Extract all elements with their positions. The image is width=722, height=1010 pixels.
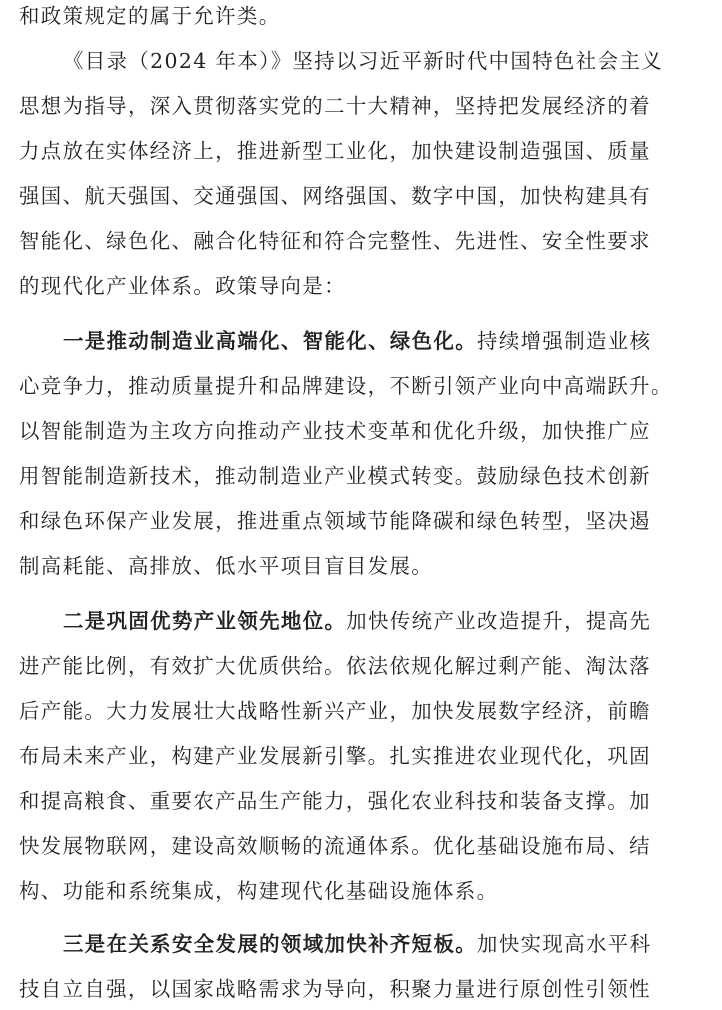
text-line-1: 和政策规定的属于允许类。 [19, 4, 281, 28]
text-line-8-rest: 持续增强制造业核 [477, 329, 652, 353]
text-line-3: 思想为指导，深入贯彻落实党的二十大精神，坚持把发展经济的着 [19, 94, 651, 118]
paragraph-lead-1: 一是推动制造业高端化、智能化、绿色化。 [63, 329, 478, 353]
text-line-4: 力点放在实体经济上，推进新型工业化，加快建设制造强国、质量 [19, 139, 651, 163]
text-line-2: 《目录（2024 年本）》坚持以习近平新时代中国特色社会主义 [63, 49, 663, 73]
text-line-8 [63, 319, 705, 363]
text-line-19: 快发展物联网，建设高效顺畅的流通体系。优化基础设施布局、结 [19, 834, 651, 858]
text-line-21-rest: 加快实现高水平科 [477, 932, 652, 956]
text-line-21 [63, 922, 705, 966]
text-line-17: 布局未来产业，构建产业发展新引擎。扎实推进农业现代化，巩固 [19, 744, 651, 768]
text-line-13: 制高耗能、高排放、低水平项目盲目发展。 [19, 554, 434, 578]
text-line-7: 的现代化产业体系。政策导向是： [19, 274, 346, 298]
text-line-11: 用智能制造新技术，推动制造业产业模式转变。鼓励绿色技术创新 [19, 464, 651, 488]
text-line-18: 和提高粮食、重要农产品生产能力，强化农业科技和装备支撑。加 [19, 789, 651, 813]
text-line-6: 智能化、绿色化、融合化特征和符合完整性、先进性、安全性要求 [19, 229, 651, 253]
paragraph-lead-2: 二是巩固优势产业领先地位。 [63, 609, 347, 633]
paragraph-lead-3: 三是在关系安全发展的领域加快补齐短板。 [63, 932, 478, 956]
text-line-9: 心竞争力，推动质量提升和品牌建设，不断引领产业向中高端跃升。 [19, 374, 673, 398]
text-line-22: 技自立自强，以国家战略需求为导向，积聚力量进行原创性引领性 [19, 977, 651, 1001]
text-line-14-rest: 加快传统产业改造提升，提高先 [346, 609, 652, 633]
text-line-12: 和绿色环保产业发展，推进重点领域节能降碳和绿色转型，坚决遏 [19, 509, 651, 533]
text-line-15: 进产能比例，有效扩大优质供给。依法依规化解过剩产能、淘汰落 [19, 654, 651, 678]
text-line-5: 强国、航天强国、交通强国、网络强国、数字中国，加快构建具有 [19, 184, 651, 208]
text-line-14 [63, 599, 705, 643]
text-line-16: 后产能。大力发展壮大战略性新兴产业，加快发展数字经济，前瞻 [19, 699, 651, 723]
text-line-10: 以智能制造为主攻方向推动产业技术变革和优化升级，加快推广应 [19, 419, 651, 443]
text-line-20: 构、功能和系统集成，构建现代化基础设施体系。 [19, 879, 499, 903]
